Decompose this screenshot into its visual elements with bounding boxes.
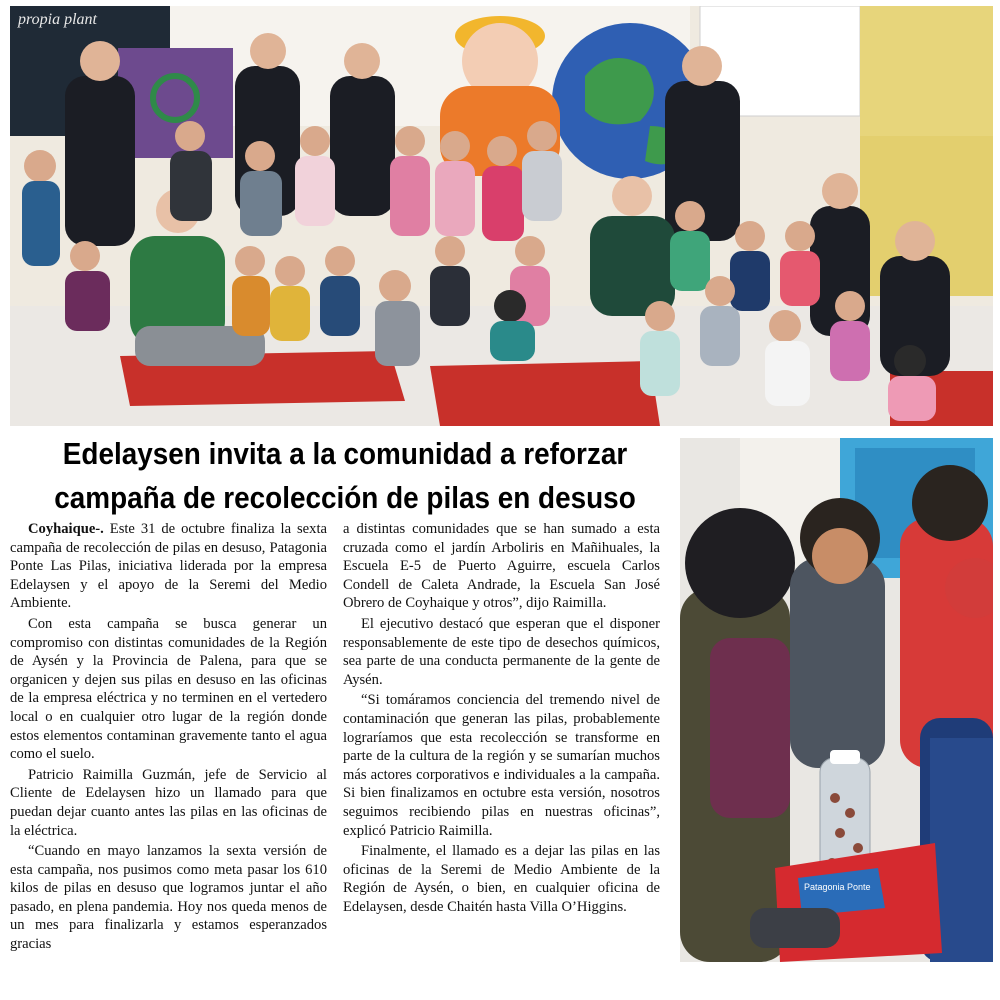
- group-photo-children: [10, 6, 993, 426]
- children-recycling-photo: [680, 438, 993, 962]
- paragraph: “Cuando en mayo lanzamos la sexta versión de esta campaña, nos pusimos como meta pasar los 610 kilos de pilas en desuso que logramos juntar el año pasado, en plena pandemia. Hoy nos queda menos de un mes para finalizarla y estamos esperanzados gracias: [10, 843, 327, 953]
- paragraph: Finalmente, el llamado es a dejar las pilas en las oficinas de la Seremi de Medio Ambiente de la Región de Aysén, o bien, en cualquier oficina de Edelaysen, desde Chaitén hasta Villa O’Higgins.: [343, 843, 660, 915]
- paragraph: “Si tomáramos conciencia del tremendo nivel de contaminación que generan las pilas, probablemente lograríamos que esta recolección se transforme en parte de la cultura de la región y se sumarían muchos más actores corporativos e individuales a la campaña. Si bien finalizamos en octubre esta versión, nosotros seguimos recibiendo pilas en nuestras oficinas”, explicó Patricio Raimilla.: [343, 692, 660, 839]
- headline-line-2: campaña de recolección de pilas en desuso: [54, 480, 636, 515]
- paragraph: [10, 520, 327, 613]
- article-headline: [53, 432, 638, 520]
- paragraph-text: Este 31 de octubre finaliza la sexta campaña de recolección de pilas en desuso, Patagonia Ponte Las Pilas, iniciativa liderada por la empresa Edelaysen y el apoyo de la Seremi del Medio Ambiente.: [10, 521, 327, 612]
- wall-chalkboard-text: propia plant: [18, 11, 97, 28]
- headline-line-1: Edelaysen invita a la comunidad a reforzar: [62, 436, 628, 471]
- dateline: Coyhaique-.: [28, 521, 104, 537]
- paragraph: a distintas comunidades que se han sumado a esta cruzada como el jardín Arboliris en Mañihuales, la Escuela E-5 de Puerto Aguirre, escuela Carlos Condell de Caleta Andrade, la Escuela San José Obrero de Coyhaique y otros”, dijo Raimilla.: [343, 521, 660, 612]
- paragraph: El ejecutivo destacó que esperan que el disponer responsablemente de este tipo de desechos químicos, sea parte de una conducta permanente de la gente de Aysén.: [343, 615, 660, 688]
- paragraph: Patricio Raimilla Guzmán, jefe de Servicio al Cliente de Edelaysen hizo un llamado para que puedan dejar cuanto antes las pilas en las oficinas de la eléctrica.: [10, 766, 327, 839]
- paragraph: Con esta campaña se busca generar un compromiso con distintas comunidades de la Región de Aysén y la Provincia de Palena, para que se organicen y dejen sus pilas en desuso en las oficinas de la empresa eléctrica y no terminen en el vertedero local o en cualquier otro lugar de la región donde estos elementos contaminan gravemente tanto el agua como el suelo.: [10, 615, 327, 763]
- article-column-2: [343, 520, 660, 918]
- collection-box-sign: Patagonia Ponte: [804, 882, 871, 892]
- article-column-1: [10, 520, 327, 956]
